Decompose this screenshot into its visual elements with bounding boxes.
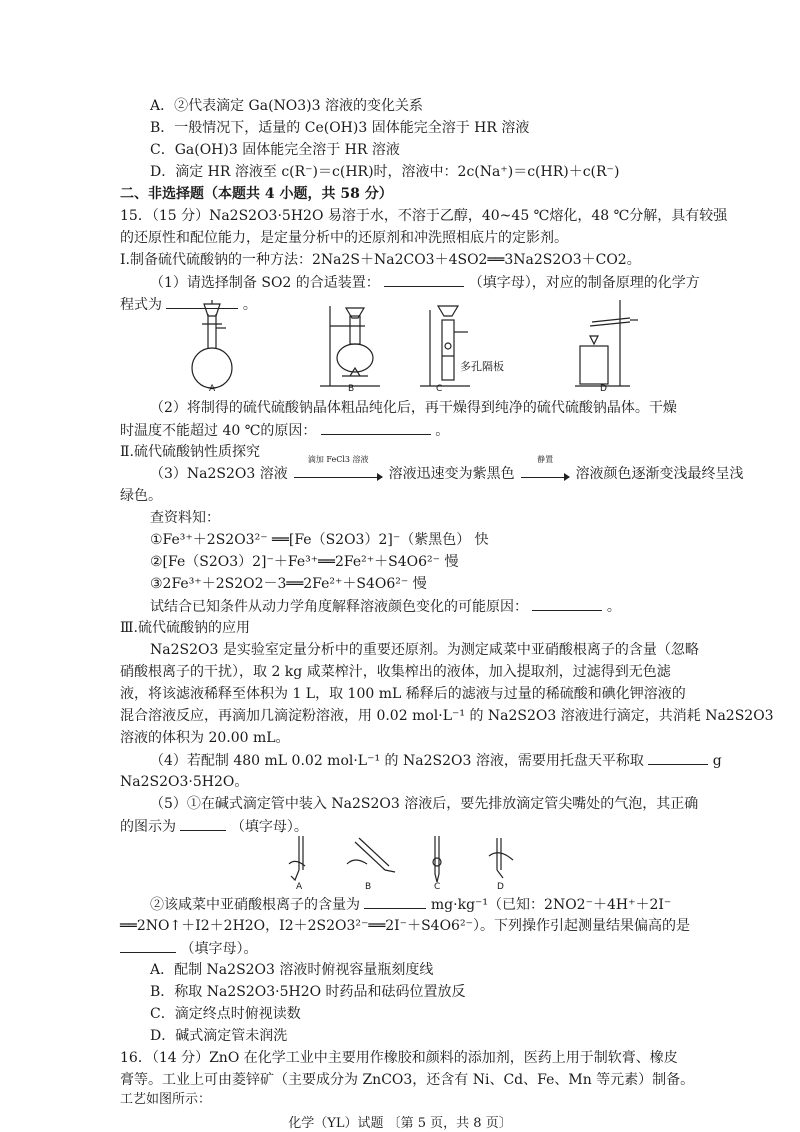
burette-label-d: D: [497, 882, 504, 892]
q15-s1-end: 。: [242, 297, 257, 313]
apparatus-label-b: B: [348, 384, 355, 394]
q15-part2: Ⅱ.硫代硫酸钠性质探究: [120, 444, 260, 460]
q15-s3-start: （3）Na2S2O3 溶液: [150, 466, 288, 482]
q16-line2: 膏等。工业上可由菱锌矿（主要成分为 ZnCO3，还含有 Ni、Cd、Fe、Mn 等元素）制备。: [120, 1072, 695, 1088]
apparatus-figure: [180, 296, 650, 396]
q15-part1: Ⅰ.制备硫代硫酸钠的一种方法：2Na2S＋Na2CO3＋4SO2══3Na2S2O3＋CO2。: [120, 252, 641, 268]
q15-s4-blank[interactable]: [648, 750, 708, 765]
q15-s3-mid: 溶液迅速变为紫黑色: [388, 466, 515, 482]
q15-s2-blank[interactable]: [321, 420, 431, 435]
burette-figure: [285, 834, 535, 894]
prev-option-d: D．滴定 HR 溶液至 c(R⁻)＝c(HR)时，溶液中：2c(Na⁺)＝c(HR)＋c(R⁻): [150, 164, 620, 180]
q15-intro-1: 15．（15 分）Na2S2O3·5H2O 易溶于水，不溶于乙醇，40~45 ℃熔化，48 ℃分解，具有较强: [120, 208, 728, 224]
q15-s2-end: 。: [435, 423, 450, 439]
q15-s3-question: [150, 596, 680, 617]
q15-option-a: A．配制 Na2S2O3 溶液时俯视容量瓶刻度线: [150, 962, 434, 978]
section-2-title: 二、非选择题（本题共 4 小题，共 58 分）: [120, 186, 393, 202]
q15-p3-line5: 溶液的体积为 20.00 mL。: [120, 730, 290, 746]
q15-s2-line1: （2）将制得的硫代硫酸钠晶体粗品纯化后，再干燥得到纯净的硫代硫酸钠晶体。干燥: [150, 400, 677, 416]
q15-s3-line1: [150, 455, 744, 484]
apparatus-label-a: A: [209, 384, 216, 394]
apparatus-a: [192, 300, 232, 388]
q15-s5-choice-text: （填字母）。: [180, 941, 258, 957]
q15-s1-text-a: （1）请选择制备 SO2 的合适装置：: [150, 275, 380, 291]
q15-s5-blank-choice[interactable]: [120, 938, 176, 953]
burette-c: [433, 836, 441, 882]
q15-s3-arrow-1-label: 滴加 FeCl3 溶液: [307, 455, 369, 464]
apparatus-label-d: D: [600, 384, 607, 394]
q15-s3-arrow-2-line: [521, 469, 569, 478]
apparatus-c: [420, 306, 470, 386]
q15-s5-text: 的图示为: [120, 819, 176, 835]
q15-s5-unit-text: mg·kg⁻¹（已知：2NO2⁻＋4H⁺＋2I⁻: [430, 897, 672, 913]
q15-s3-question-end: 。: [606, 599, 621, 615]
porous-plate-label: 多孔隔板: [460, 360, 504, 373]
q15-option-d: D．碱式滴定管未润洗: [150, 1028, 288, 1044]
q15-s5-line5: [120, 938, 680, 959]
q15-s4-line2: Na2S2O3·5H2O。: [120, 774, 249, 790]
burette-a: [289, 836, 305, 880]
q15-s5-line4: ══2NO↑＋I2＋2H2O，I2＋2S2O3²⁻══2I⁻＋S4O6²⁻）。下列操作引起测量结果偏高的是: [120, 918, 690, 934]
q15-s4-line1: [150, 750, 722, 771]
apparatus-d: [575, 300, 638, 386]
q15-s3-blank[interactable]: [532, 596, 602, 611]
q15-s5-line3: [150, 894, 680, 915]
q16-line1: 16．（14 分）ZnO 在化学工业中主要用作橡胶和颜料的添加剂，医药上用于制软膏、橡皮: [120, 1050, 678, 1066]
q15-s5-content-text: ②该咸菜中亚硝酸根离子的含量为: [150, 897, 360, 913]
q15-p3-line3: 液，将该滤液稀释至体积为 1 L，取 100 mL 稀释后的滤液与过量的稀硫酸和碘化钾溶液的: [120, 686, 686, 702]
q15-s5-line1: （5）①在碱式滴定管中装入 Na2S2O3 溶液后，要先排放滴定管尖嘴处的气泡，其正确: [150, 796, 699, 812]
q15-s3-line2: 绿色。: [120, 488, 162, 504]
q15-option-b: B．称取 Na2S2O3·5H2O 时药品和砝码位置放反: [150, 984, 466, 1000]
q15-p3-line1: Na2S2O3 是实验室定量分析中的重要还原剂。为测定咸菜中亚硝酸根离子的含量（忽略: [150, 642, 699, 658]
q15-s3-arrow-1-line: [294, 469, 382, 478]
q15-p3-line4: 混合溶液反应，再滴加几滴淀粉溶液，用 0.02 mol·L⁻¹ 的 Na2S2O3 溶液进行滴定，共消耗 Na2S2O3: [120, 708, 774, 724]
page-footer: 化学（YL）试题 〔第 5 页，共 8 页〕: [288, 1116, 512, 1131]
q15-s3-question-text: 试结合已知条件从动力学角度解释溶液颜色变化的可能原因：: [150, 599, 528, 615]
q15-s2-text: 时温度不能超过 40 ℃的原因：: [120, 423, 317, 439]
q15-part3: Ⅲ.硫代硫酸钠的应用: [120, 620, 250, 636]
burette-b: [347, 838, 395, 872]
q15-reaction-1: ①Fe³⁺＋2S2O3²⁻ ══[Fe（S2O3）2]⁻（紫黑色） 快: [150, 532, 489, 548]
q15-s5-blank[interactable]: [180, 816, 226, 831]
q15-s1-blank-device[interactable]: [384, 272, 464, 287]
q15-reaction-3: ③2Fe³⁺＋2S2O2－3══2Fe²⁺＋S4O6²⁻ 慢: [150, 576, 427, 592]
q15-s3-arrow-2: [519, 455, 571, 484]
apparatus-b: [320, 306, 380, 386]
q15-reaction-2: ②[Fe（S2O3）2]⁻＋Fe³⁺══2Fe²⁺＋S4O6²⁻ 慢: [150, 554, 459, 570]
q15-s4-unit: g: [712, 753, 722, 769]
q15-s4-text: （4）若配制 480 mL 0.02 mol·L⁻¹ 的 Na2S2O3 溶液，需要用托盘天平称取: [150, 753, 644, 769]
prev-option-b: B．一般情况下，适量的 Ce(OH)3 固体能完全溶于 HR 溶液: [150, 120, 530, 136]
q15-s3-arrow-1: [292, 455, 384, 484]
q15-option-c: C．滴定终点时俯视读数: [150, 1006, 301, 1022]
q15-s1-text-c: 程式为: [120, 297, 162, 313]
q15-intro-2: 的还原性和配位能力，是定量分析中的还原剂和冲洗照相底片的定影剂。: [120, 230, 568, 246]
apparatus-label-c: C: [436, 384, 443, 394]
prev-option-c: C．Ga(OH)3 固体能完全溶于 HR 溶液: [150, 142, 400, 158]
burette-label-b: B: [365, 882, 372, 892]
q15-info-title: 查资料知：: [150, 510, 220, 526]
q15-s1-line1: [150, 272, 700, 293]
q15-s3-arrow-2-label: 静置: [537, 455, 554, 464]
prev-option-a: A．②代表滴定 Ga(NO3)3 溶液的变化关系: [150, 98, 424, 114]
q15-s3-end: 溶液颜色逐渐变浅最终呈浅: [575, 466, 744, 482]
burette-label-c: C: [434, 882, 441, 892]
burette-d: [489, 838, 513, 878]
apparatus-drawing: [180, 296, 650, 396]
q15-s5-blank-content[interactable]: [364, 894, 426, 909]
q15-s2-line2: [120, 420, 680, 441]
q15-s1-text-b: （填字母），对应的制备原理的化学方: [468, 275, 700, 291]
burette-label-a: A: [296, 882, 303, 892]
q15-s5-text-end: （填字母）。: [230, 819, 308, 835]
q15-p3-line2: 硝酸根离子的干扰），取 2 kg 咸菜榨汁，收集榨出的液体，加入提取剂，过滤得到无色滤: [120, 664, 671, 680]
q16-line3: 工艺如图所示：: [120, 1092, 212, 1107]
